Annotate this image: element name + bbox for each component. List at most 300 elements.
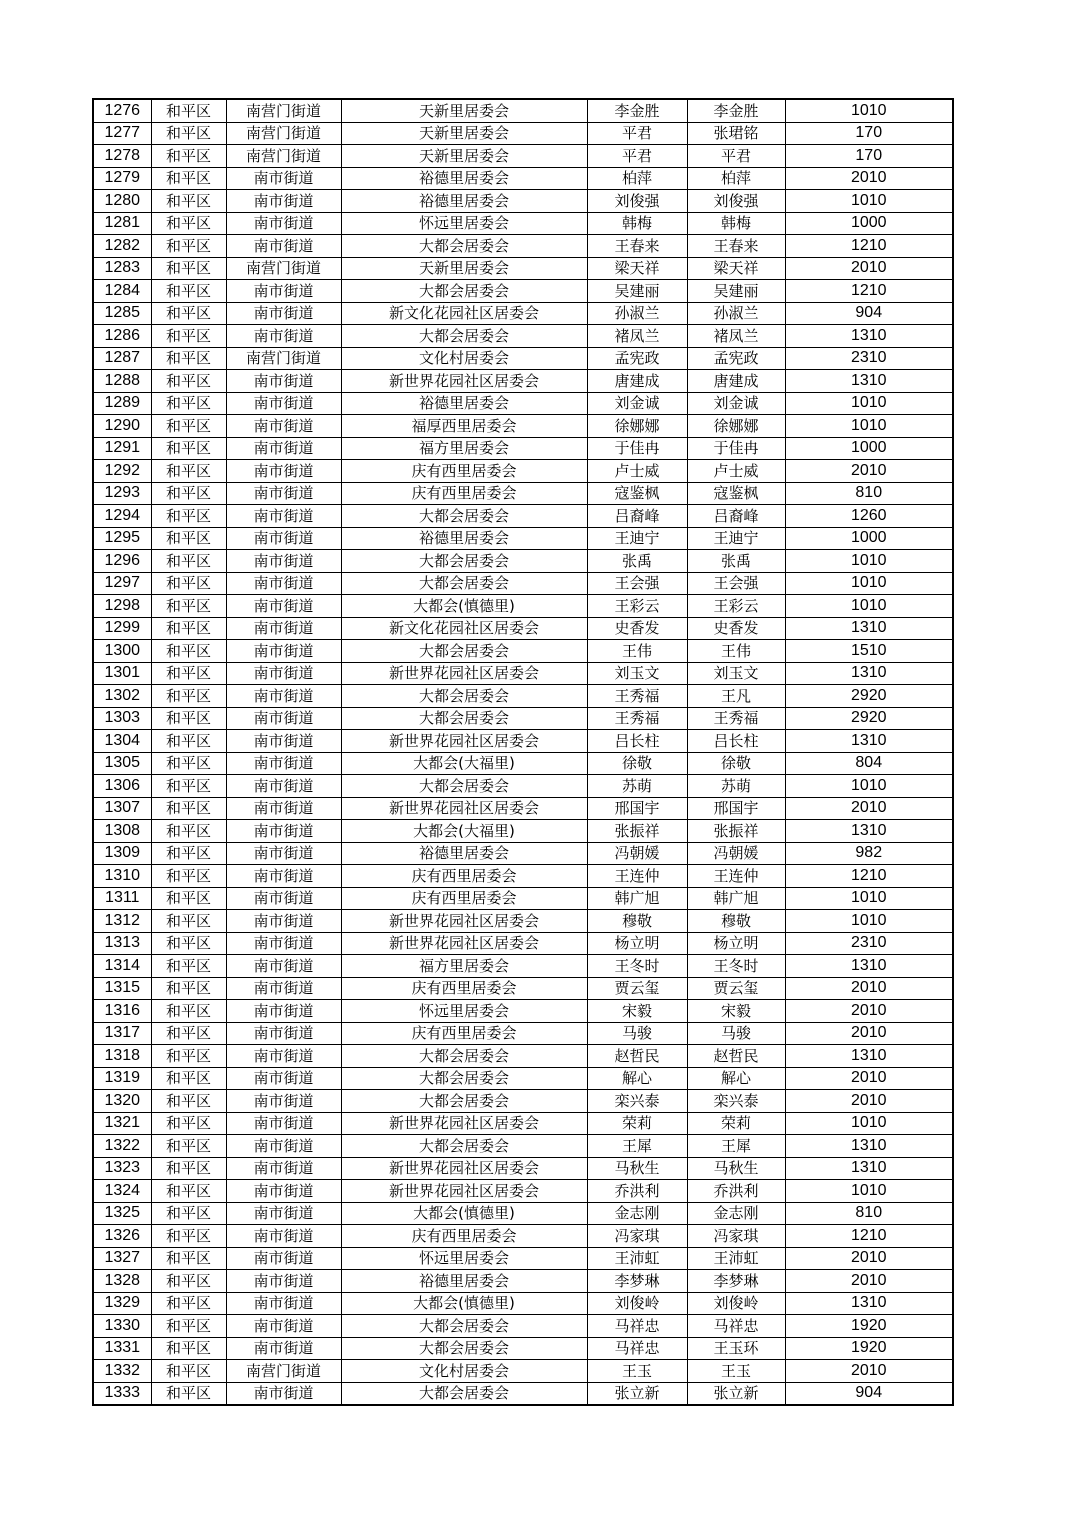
row-number: 1330: [93, 1315, 151, 1338]
applicant-cell: 王秀福: [587, 685, 687, 708]
subdistrict-cell: 南市街道: [226, 392, 341, 415]
recipient-cell: 张珺铭: [687, 122, 785, 145]
committee-cell: 怀远里居委会: [341, 212, 587, 235]
subdistrict-cell: 南市街道: [226, 1000, 341, 1023]
subdistrict-cell: 南市街道: [226, 1112, 341, 1135]
recipient-cell: 邢国宇: [687, 797, 785, 820]
table-row: [93, 752, 953, 775]
subdistrict-cell: 南市街道: [226, 1157, 341, 1180]
recipient-cell: 杨立明: [687, 932, 785, 955]
district-cell: 和平区: [151, 595, 226, 618]
applicant-cell: 邢国宇: [587, 797, 687, 820]
recipient-cell: 吕长柱: [687, 730, 785, 753]
amount-cell: 1210: [785, 235, 953, 258]
recipient-cell: 荣莉: [687, 1112, 785, 1135]
row-number: 1322: [93, 1135, 151, 1158]
amount-cell: 904: [785, 302, 953, 325]
subdistrict-cell: 南市街道: [226, 595, 341, 618]
table-row: [93, 662, 953, 685]
row-number: 1317: [93, 1022, 151, 1045]
amount-cell: 1010: [785, 99, 953, 122]
row-number: 1319: [93, 1067, 151, 1090]
district-cell: 和平区: [151, 257, 226, 280]
district-cell: 和平区: [151, 1202, 226, 1225]
committee-cell: 庆有西里居委会: [341, 887, 587, 910]
subdistrict-cell: 南市街道: [226, 1067, 341, 1090]
amount-cell: 1000: [785, 212, 953, 235]
applicant-cell: 荣莉: [587, 1112, 687, 1135]
row-number: 1296: [93, 550, 151, 573]
recipient-cell: 孟宪政: [687, 347, 785, 370]
applicant-cell: 穆敬: [587, 910, 687, 933]
applicant-cell: 孟宪政: [587, 347, 687, 370]
committee-cell: 庆有西里居委会: [341, 1225, 587, 1248]
district-cell: 和平区: [151, 1022, 226, 1045]
row-number: 1325: [93, 1202, 151, 1225]
amount-cell: 804: [785, 752, 953, 775]
recipient-cell: 王凡: [687, 685, 785, 708]
table-row: [93, 437, 953, 460]
subdistrict-cell: 南市街道: [226, 1045, 341, 1068]
recipient-cell: 韩广旭: [687, 887, 785, 910]
row-number: 1289: [93, 392, 151, 415]
table-row: [93, 1157, 953, 1180]
row-number: 1332: [93, 1360, 151, 1383]
recipient-cell: 韩梅: [687, 212, 785, 235]
table-row: [93, 977, 953, 1000]
applicant-cell: 杨立明: [587, 932, 687, 955]
applicant-cell: 徐敬: [587, 752, 687, 775]
table-row: [93, 347, 953, 370]
row-number: 1314: [93, 955, 151, 978]
table-row: [93, 865, 953, 888]
recipient-cell: 宋毅: [687, 1000, 785, 1023]
district-cell: 和平区: [151, 212, 226, 235]
district-cell: 和平区: [151, 865, 226, 888]
committee-cell: 福方里居委会: [341, 437, 587, 460]
applicant-cell: 刘俊强: [587, 190, 687, 213]
row-number: 1301: [93, 662, 151, 685]
table-row: [93, 325, 953, 348]
row-number: 1328: [93, 1270, 151, 1293]
row-number: 1308: [93, 820, 151, 843]
row-number: 1297: [93, 572, 151, 595]
applicant-cell: 马秋生: [587, 1157, 687, 1180]
recipient-cell: 穆敬: [687, 910, 785, 933]
district-cell: 和平区: [151, 842, 226, 865]
committee-cell: 裕德里居委会: [341, 842, 587, 865]
district-cell: 和平区: [151, 1337, 226, 1360]
district-cell: 和平区: [151, 550, 226, 573]
row-number: 1280: [93, 190, 151, 213]
district-cell: 和平区: [151, 797, 226, 820]
amount-cell: 1310: [785, 617, 953, 640]
recipient-cell: 梁天祥: [687, 257, 785, 280]
applicant-cell: 刘俊岭: [587, 1292, 687, 1315]
table-row: [93, 145, 953, 168]
amount-cell: 982: [785, 842, 953, 865]
applicant-cell: 梁天祥: [587, 257, 687, 280]
district-cell: 和平区: [151, 572, 226, 595]
subdistrict-cell: 南市街道: [226, 640, 341, 663]
district-cell: 和平区: [151, 1225, 226, 1248]
table-row: [93, 820, 953, 843]
district-cell: 和平区: [151, 392, 226, 415]
applicant-cell: 王连仲: [587, 865, 687, 888]
row-number: 1310: [93, 865, 151, 888]
committee-cell: 新世界花园社区居委会: [341, 730, 587, 753]
table-row: [93, 1202, 953, 1225]
table-row: [93, 1067, 953, 1090]
district-cell: 和平区: [151, 977, 226, 1000]
recipient-cell: 王春来: [687, 235, 785, 258]
district-cell: 和平区: [151, 955, 226, 978]
recipient-cell: 马祥忠: [687, 1315, 785, 1338]
committee-cell: 文化村居委会: [341, 347, 587, 370]
table-row: [93, 955, 953, 978]
committee-cell: 大都会居委会: [341, 505, 587, 528]
subdistrict-cell: 南市街道: [226, 1337, 341, 1360]
applicant-cell: 刘玉文: [587, 662, 687, 685]
district-cell: 和平区: [151, 347, 226, 370]
table-row: [93, 460, 953, 483]
table-row: [93, 1270, 953, 1293]
row-number: 1284: [93, 280, 151, 303]
subdistrict-cell: 南市街道: [226, 1022, 341, 1045]
row-number: 1285: [93, 302, 151, 325]
amount-cell: 1920: [785, 1337, 953, 1360]
applicant-cell: 冯家琪: [587, 1225, 687, 1248]
applicant-cell: 赵哲民: [587, 1045, 687, 1068]
committee-cell: 大都会居委会: [341, 685, 587, 708]
subdistrict-cell: 南市街道: [226, 977, 341, 1000]
committee-cell: 新世界花园社区居委会: [341, 1157, 587, 1180]
amount-cell: 1000: [785, 527, 953, 550]
subdistrict-cell: 南市街道: [226, 1315, 341, 1338]
district-cell: 和平区: [151, 752, 226, 775]
subdistrict-cell: 南营门街道: [226, 257, 341, 280]
recipient-cell: 苏萌: [687, 775, 785, 798]
committee-cell: 裕德里居委会: [341, 167, 587, 190]
applicant-cell: 吕裔峰: [587, 505, 687, 528]
recipient-cell: 刘俊强: [687, 190, 785, 213]
applicant-cell: 王秀福: [587, 707, 687, 730]
recipient-cell: 褚凤兰: [687, 325, 785, 348]
row-number: 1282: [93, 235, 151, 258]
committee-cell: 裕德里居委会: [341, 527, 587, 550]
table-row: [93, 167, 953, 190]
committee-cell: 大都会(慎德里): [341, 595, 587, 618]
row-number: 1288: [93, 370, 151, 393]
amount-cell: 2310: [785, 932, 953, 955]
district-cell: 和平区: [151, 190, 226, 213]
amount-cell: 2010: [785, 1270, 953, 1293]
district-cell: 和平区: [151, 1247, 226, 1270]
row-number: 1300: [93, 640, 151, 663]
recipient-cell: 王会强: [687, 572, 785, 595]
row-number: 1304: [93, 730, 151, 753]
applicant-cell: 王冬时: [587, 955, 687, 978]
committee-cell: 天新里居委会: [341, 122, 587, 145]
committee-cell: 庆有西里居委会: [341, 482, 587, 505]
row-number: 1303: [93, 707, 151, 730]
amount-cell: 1310: [785, 955, 953, 978]
district-cell: 和平区: [151, 685, 226, 708]
subdistrict-cell: 南市街道: [226, 460, 341, 483]
applicant-cell: 韩广旭: [587, 887, 687, 910]
table-row: [93, 1247, 953, 1270]
committee-cell: 文化村居委会: [341, 1360, 587, 1383]
recipient-cell: 金志刚: [687, 1202, 785, 1225]
table-row: [93, 122, 953, 145]
applicant-cell: 李金胜: [587, 99, 687, 122]
records-sheet: [92, 98, 954, 1406]
row-number: 1313: [93, 932, 151, 955]
applicant-cell: 卢士威: [587, 460, 687, 483]
district-cell: 和平区: [151, 887, 226, 910]
row-number: 1326: [93, 1225, 151, 1248]
records-table: [92, 98, 954, 1406]
subdistrict-cell: 南市街道: [226, 1135, 341, 1158]
subdistrict-cell: 南市街道: [226, 550, 341, 573]
amount-cell: 2010: [785, 257, 953, 280]
table-row: [93, 212, 953, 235]
district-cell: 和平区: [151, 932, 226, 955]
committee-cell: 大都会居委会: [341, 325, 587, 348]
applicant-cell: 平君: [587, 145, 687, 168]
recipient-cell: 吴建丽: [687, 280, 785, 303]
committee-cell: 大都会居委会: [341, 1045, 587, 1068]
table-row: [93, 1112, 953, 1135]
table-row: [93, 550, 953, 573]
table-row: [93, 190, 953, 213]
subdistrict-cell: 南市街道: [226, 1090, 341, 1113]
subdistrict-cell: 南营门街道: [226, 1360, 341, 1383]
amount-cell: 2920: [785, 707, 953, 730]
amount-cell: 1010: [785, 572, 953, 595]
subdistrict-cell: 南市街道: [226, 820, 341, 843]
applicant-cell: 寇鉴枫: [587, 482, 687, 505]
amount-cell: 1310: [785, 1135, 953, 1158]
applicant-cell: 王伟: [587, 640, 687, 663]
row-number: 1331: [93, 1337, 151, 1360]
records-table-body: [93, 99, 953, 1405]
district-cell: 和平区: [151, 1135, 226, 1158]
table-row: [93, 1292, 953, 1315]
row-number: 1309: [93, 842, 151, 865]
table-row: [93, 1180, 953, 1203]
recipient-cell: 王伟: [687, 640, 785, 663]
amount-cell: 1310: [785, 1292, 953, 1315]
amount-cell: 2310: [785, 347, 953, 370]
row-number: 1329: [93, 1292, 151, 1315]
row-number: 1323: [93, 1157, 151, 1180]
table-row: [93, 887, 953, 910]
applicant-cell: 张振祥: [587, 820, 687, 843]
applicant-cell: 柏萍: [587, 167, 687, 190]
row-number: 1321: [93, 1112, 151, 1135]
applicant-cell: 金志刚: [587, 1202, 687, 1225]
applicant-cell: 徐娜娜: [587, 415, 687, 438]
recipient-cell: 王冬时: [687, 955, 785, 978]
subdistrict-cell: 南市街道: [226, 1225, 341, 1248]
district-cell: 和平区: [151, 910, 226, 933]
subdistrict-cell: 南市街道: [226, 167, 341, 190]
district-cell: 和平区: [151, 437, 226, 460]
applicant-cell: 王迪宁: [587, 527, 687, 550]
recipient-cell: 王迪宁: [687, 527, 785, 550]
subdistrict-cell: 南营门街道: [226, 99, 341, 122]
row-number: 1299: [93, 617, 151, 640]
subdistrict-cell: 南市街道: [226, 280, 341, 303]
table-row: [93, 1225, 953, 1248]
committee-cell: 怀远里居委会: [341, 1000, 587, 1023]
subdistrict-cell: 南市街道: [226, 887, 341, 910]
subdistrict-cell: 南市街道: [226, 955, 341, 978]
applicant-cell: 于佳冉: [587, 437, 687, 460]
table-row: [93, 1045, 953, 1068]
committee-cell: 大都会居委会: [341, 1090, 587, 1113]
committee-cell: 大都会(慎德里): [341, 1292, 587, 1315]
district-cell: 和平区: [151, 707, 226, 730]
recipient-cell: 冯家琪: [687, 1225, 785, 1248]
row-number: 1306: [93, 775, 151, 798]
recipient-cell: 孙淑兰: [687, 302, 785, 325]
row-number: 1290: [93, 415, 151, 438]
recipient-cell: 王玉环: [687, 1337, 785, 1360]
table-row: [93, 99, 953, 122]
applicant-cell: 平君: [587, 122, 687, 145]
amount-cell: 1310: [785, 325, 953, 348]
table-row: [93, 1022, 953, 1045]
recipient-cell: 马骏: [687, 1022, 785, 1045]
district-cell: 和平区: [151, 1112, 226, 1135]
district-cell: 和平区: [151, 460, 226, 483]
applicant-cell: 苏萌: [587, 775, 687, 798]
subdistrict-cell: 南市街道: [226, 1382, 341, 1405]
row-number: 1291: [93, 437, 151, 460]
table-row: [93, 1000, 953, 1023]
district-cell: 和平区: [151, 1045, 226, 1068]
amount-cell: 1210: [785, 865, 953, 888]
table-row: [93, 257, 953, 280]
applicant-cell: 王犀: [587, 1135, 687, 1158]
subdistrict-cell: 南市街道: [226, 572, 341, 595]
subdistrict-cell: 南营门街道: [226, 145, 341, 168]
district-cell: 和平区: [151, 1000, 226, 1023]
amount-cell: 1310: [785, 820, 953, 843]
applicant-cell: 王会强: [587, 572, 687, 595]
amount-cell: 2010: [785, 460, 953, 483]
amount-cell: 1000: [785, 437, 953, 460]
amount-cell: 810: [785, 482, 953, 505]
subdistrict-cell: 南市街道: [226, 302, 341, 325]
applicant-cell: 唐建成: [587, 370, 687, 393]
subdistrict-cell: 南市街道: [226, 910, 341, 933]
recipient-cell: 于佳冉: [687, 437, 785, 460]
subdistrict-cell: 南市街道: [226, 775, 341, 798]
committee-cell: 大都会居委会: [341, 775, 587, 798]
district-cell: 和平区: [151, 1270, 226, 1293]
subdistrict-cell: 南市街道: [226, 662, 341, 685]
applicant-cell: 史香发: [587, 617, 687, 640]
row-number: 1320: [93, 1090, 151, 1113]
recipient-cell: 吕裔峰: [687, 505, 785, 528]
committee-cell: 大都会(慎德里): [341, 1202, 587, 1225]
recipient-cell: 王沛虹: [687, 1247, 785, 1270]
district-cell: 和平区: [151, 662, 226, 685]
applicant-cell: 乔洪利: [587, 1180, 687, 1203]
row-number: 1276: [93, 99, 151, 122]
table-row: [93, 685, 953, 708]
applicant-cell: 张禹: [587, 550, 687, 573]
amount-cell: 1010: [785, 910, 953, 933]
recipient-cell: 赵哲民: [687, 1045, 785, 1068]
district-cell: 和平区: [151, 1382, 226, 1405]
committee-cell: 大都会居委会: [341, 1135, 587, 1158]
table-row: [93, 572, 953, 595]
table-row: [93, 1382, 953, 1405]
subdistrict-cell: 南市街道: [226, 437, 341, 460]
applicant-cell: 吴建丽: [587, 280, 687, 303]
recipient-cell: 栾兴泰: [687, 1090, 785, 1113]
district-cell: 和平区: [151, 1315, 226, 1338]
recipient-cell: 刘玉文: [687, 662, 785, 685]
amount-cell: 1010: [785, 1112, 953, 1135]
applicant-cell: 王玉: [587, 1360, 687, 1383]
recipient-cell: 李金胜: [687, 99, 785, 122]
committee-cell: 大都会居委会: [341, 550, 587, 573]
table-row: [93, 1360, 953, 1383]
committee-cell: 裕德里居委会: [341, 1270, 587, 1293]
subdistrict-cell: 南市街道: [226, 235, 341, 258]
subdistrict-cell: 南市街道: [226, 1292, 341, 1315]
amount-cell: 1010: [785, 1180, 953, 1203]
row-number: 1286: [93, 325, 151, 348]
amount-cell: 2010: [785, 167, 953, 190]
subdistrict-cell: 南市街道: [226, 730, 341, 753]
table-row: [93, 1337, 953, 1360]
amount-cell: 1210: [785, 280, 953, 303]
table-row: [93, 842, 953, 865]
committee-cell: 新世界花园社区居委会: [341, 1112, 587, 1135]
amount-cell: 1310: [785, 370, 953, 393]
committee-cell: 新文化花园社区居委会: [341, 617, 587, 640]
committee-cell: 福厚西里居委会: [341, 415, 587, 438]
district-cell: 和平区: [151, 482, 226, 505]
recipient-cell: 李梦琳: [687, 1270, 785, 1293]
district-cell: 和平区: [151, 1180, 226, 1203]
subdistrict-cell: 南市街道: [226, 865, 341, 888]
subdistrict-cell: 南营门街道: [226, 122, 341, 145]
amount-cell: 1010: [785, 595, 953, 618]
district-cell: 和平区: [151, 122, 226, 145]
table-row: [93, 932, 953, 955]
subdistrict-cell: 南市街道: [226, 932, 341, 955]
table-row: [93, 280, 953, 303]
recipient-cell: 王连仲: [687, 865, 785, 888]
subdistrict-cell: 南市街道: [226, 1270, 341, 1293]
applicant-cell: 王春来: [587, 235, 687, 258]
district-cell: 和平区: [151, 1090, 226, 1113]
applicant-cell: 王沛虹: [587, 1247, 687, 1270]
row-number: 1307: [93, 797, 151, 820]
amount-cell: 2010: [785, 1360, 953, 1383]
applicant-cell: 贾云玺: [587, 977, 687, 1000]
district-cell: 和平区: [151, 617, 226, 640]
applicant-cell: 韩梅: [587, 212, 687, 235]
committee-cell: 怀远里居委会: [341, 1247, 587, 1270]
